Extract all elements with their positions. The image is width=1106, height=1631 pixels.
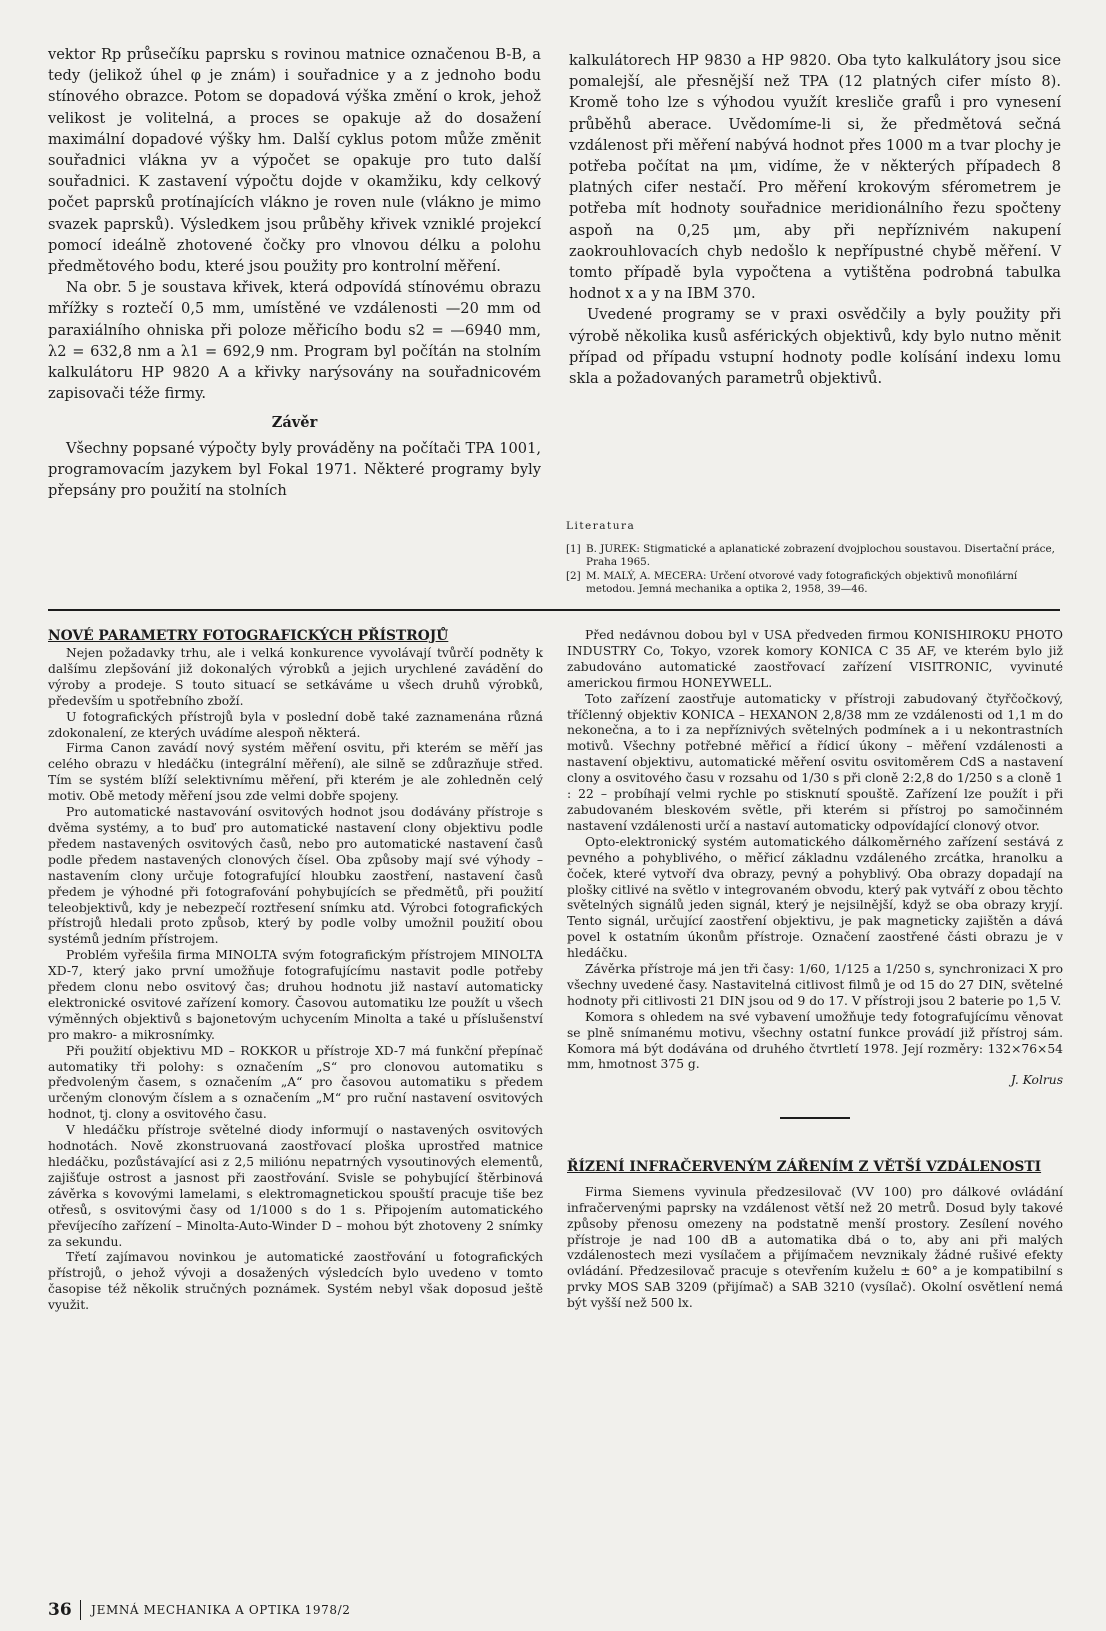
paragraph: Toto zařízení zaostřuje automaticky v přístroji zabudovaný čtyřčočkový, tříčlenný objektiv KONICA – HEXANON 2,8/38 mm ze vzdálenosti od 1,1 m do nekonečna, a to i za nepříznivých světelných podmínek a i u nekontrastních motivů. Všechny potřebné měřicí a řídicí úkony – měření vzdálenosti a nastavení objektivu, automatické měření osvitu osvitoměrem CdS a nastavení clony a osvitového času v rozsahu od 1/30 s při cloně 2:2,8 do 1/250 s a cloně 1 : 22 – probíhají velmi rychle po stisknutí spouště. Zařízení lze použít i při zabudovaném bleskovém světle, při kterém si přístroj po samočinném nastavení vzdálenosti určí a nastaví automaticky odpovídající clonový otvor. [567, 691, 1063, 833]
paragraph: Firma Siemens vyvinula předzesilovač (VV 100) pro dálkové ovládání infračervenými paprsky na vzdálenost větší než 20 metrů. Dosud byly takové způsoby přenosu omezeny na podstatně menší prostory. Zesílení nového přístroje je nad 100 dB a automatika dbá o to, aby ani při malých vzdálenostech mezi vysílačem a přijímačem nevznikaly žádné rušivé efekty ovládání. Předzesilovač pracuje s otevřením kuželu ± 60° a je kompatibilní s prvky MOS SAB 3209 (přijímač) a SAB 3210 (vysílač). Okolní osvětlení nemá být vyšší než 500 lx. [567, 1184, 1063, 1311]
journal-title: JEMNÁ MECHANIKA A OPTIKA 1978/2 [91, 1603, 351, 1617]
reference-item [566, 543, 1061, 570]
paragraph: Firma Canon zavádí nový systém měření osvitu, při kterém se měří jas celého obrazu v hledáčku (integrální měření), ale silně se zdůrazňuje střed. Tím se systém blíží selektivnímu měření, při kterém je ale zohledněn celý motiv. Obě metody měření jsou zde velmi dobře spojeny. [48, 741, 543, 804]
paragraph: Na obr. 5 je soustava křivek, která odpovídá stínovému obrazu mřížky s roztečí 0,5 mm, umístěné ve vzdálenosti —20 mm od paraxiálního ohniska při poloze měřicího bodu s2 = —6940 mm, λ2 = 632,8 nm a λ1 = 692,9 nm. Program byl počítán na stolním kalkulátoru HP 9820 A a křivky narýsovány na souřadnicovém zapisovači téže firmy. [48, 279, 541, 403]
paragraph: Závěrka přístroje má jen tři časy: 1/60, 1/125 a 1/250 s, synchronizaci X pro všechny uvedené časy. Nastavitelná citlivost filmů je od 15 do 27 DIN, světelné hodnoty při citlivosti 21 DIN jsou od 9 do 17. V přístroji jsou 2 baterie po 1,5 V. [567, 962, 1063, 1008]
footer-separator [80, 1600, 82, 1620]
paragraph: U fotografických přístrojů byla v poslední době také zaznamenána různá zdokonalení, ze kterých uvádíme alespoň některá. [48, 709, 543, 740]
section-divider [48, 609, 1060, 611]
conclusion-heading: Závěr [271, 414, 318, 432]
top-left-column [48, 44, 541, 501]
paragraph: Problém vyřešila firma MINOLTA svým fotografickým přístrojem MINOLTA XD-7, který jako první umožňuje fotografujícímu nastavit podle potřeby předem clonu nebo osvitový čas; druhou hodnotu již nastaví automaticky elektronické osvitové zařízení komory. Časovou automatiku lze použít u všech výměnných objektivů s bajonetovým uchycením Minolta a také u příslušenství pro makro- a mikrosnímky. [48, 948, 543, 1042]
paragraph: Komora s ohledem na své vybavení umožňuje tedy fotografujícímu věnovat se plně snímanému motivu, všechny ostatní funkce provádí již přístroj sám. Komora má být dodávána od druhého čtvrtletí 1978. Její rozměry: 132×76×54 mm, hmotnost 375 g. [567, 1009, 1063, 1072]
conclusion-paragraph: Všechny popsané výpočty byly prováděny na počítači TPA 1001, programovacím jazykem byl Fokal 1971. Některé programy byly přepsány pro použití na stolních [48, 439, 541, 500]
references [566, 520, 1061, 597]
reference-number: [2] [566, 569, 581, 582]
paragraph: Před nedávnou dobou byl v USA předveden firmou KONISHIROKU PHOTO INDUSTRY Co, Tokyo, vzorek komory KONICA C 35 AF, ve kterém bylo již zabudováno automatické zaostřovací zařízení VISITRONIC, vyvinuté americkou firmou HONEYWELL. [567, 628, 1063, 690]
references-title: Literatura [566, 520, 636, 532]
reference-text: B. JUREK: Stigmatické a aplanatické zobrazení dvojplochou soustavou. Disertační práce, Praha 1965. [586, 542, 1055, 568]
page-number: 36 [48, 1600, 72, 1620]
paragraph: Třetí zajímavou novinkou je automatické zaostřování u fotografických přístrojů, o jehož vývoji a dosažených výsledcích bylo uvedeno v tomto časopise též několik stručných poznámek. Systém nebyl však doposud ještě využit. [48, 1250, 543, 1313]
article-title: NOVÉ PARAMETRY FOTOGRAFICKÝCH PŘÍSTROJŮ [48, 628, 449, 644]
bottom-right-column [567, 628, 1063, 1312]
paragraph: Pro automatické nastavování osvitových hodnot jsou dodávány přístroje s dvěma systémy, a to buď pro automatické nastavení clony objektivu podle předem nastavených osvitových časů, nebo pro automatické nastavení časů podle předem nastavených clonových čísel. Oba způsoby mají své výhody – nastavením clony určuje fotografující hloubku zaostření, nastavení časů předem je výhodné při fotografování pohybujících se předmětů, při použití teleobjektivů, kdy je nebezpečí roztřesení snímku atd. Výrobci fotografických přístrojů hledali proto způsob, který by podle volby umožnil použití obou systémů jedním přístrojem. [48, 805, 543, 947]
paragraph: vektor Rp průsečíku paprsku s rovinou matnice označenou B-B, a tedy (jelikož úhel φ je znám) i souřadnice y a z jednoho bodu stínového obrazce. Potom se dopadová výška změní o krok, jehož velikost je volitelná, a proces se opakuje až do dosažení maximální dopadové výšky hm. Další cyklus potom může změnit souřadnici vlákna yv a výpočet se opakuje pro tuto další souřadnici. K zastavení výpočtu dojde v okamžiku, kdy celkový počet paprsků protínajících vlákno je roven nule (vlákno je mimo svazek paprsků). Výsledkem jsou průběhy křivek vzniklé projekcí pomocí ideálně zhotovené čočky pro vlnovou délku a polohu předmětového bodu, které jsou použity pro kontrolní měření. [48, 46, 541, 276]
reference-text: M. MALÝ, A. MECERA: Určení otvorové vady fotografických objektivů monofilární metodou. Jemná mechanika a optika 2, 1958, 39—46. [586, 569, 1018, 595]
reference-number: [1] [566, 542, 581, 555]
reference-item [566, 570, 1061, 597]
top-right-column [569, 50, 1061, 389]
author-signature: J. Kolrus [1010, 1073, 1063, 1088]
paragraph: Uvedené programy se v praxi osvědčily a byly použity při výrobě několika kusů asférických objektivů, kdy bylo nutno měnit případ od případu vstupní hodnoty podle kolísání indexu lomu skla a požadovaných parametrů objektivů. [569, 306, 1061, 388]
page-footer [48, 1600, 350, 1620]
paragraph: Nejen požadavky trhu, ale i velká konkurence vyvolávají tvůrčí podněty k dalšímu zlepšování již dokonalých výrobků a jejich urychlené zavádění do výroby a prodeje. S touto situací se setkáváme u všech druhů výrobků, především u spotřebního zboží. [48, 646, 543, 708]
bottom-left-column [48, 628, 543, 1314]
paragraph: kalkulátorech HP 9830 a HP 9820. Oba tyto kalkulátory jsou sice pomalejší, ale přesnější než TPA (12 platných cifer místo 8). Kromě toho lze s výhodou využít kresliče grafů i pro vynesení průběhů aberace. Uvědomíme-li si, že předmětová sečná vzdálenost při měření nabývá hodnot přes 1000 m a tvar plochy je potřeba počítat na μm, vidíme, že v některých případech 8 platných cifer nestačí. Pro měření krokovým sférometrem je potřeba mít hodnoty souřadnice meridionálního řezu spočteny aspoň na 0,25 μm, aby při nepříznivém nakupení zaokrouhlovacích chyb nedošlo k nepřípustné chybě měření. V tomto případě byla vypočtena a vytištěna podrobná tabulka hodnot x a y na IBM 370. [569, 52, 1061, 303]
paragraph: V hledáčku přístroje světelné diody informují o nastavených osvitových hodnotách. Nově zkonstruovaná zaostřovací ploška uprostřed matnice hledáčku, pozůstávající asi z 2,5 miliónu nepatrných vysoutinových elementů, zajišťuje ostrost a jasnost při zaostřování. Svisle se pohybující štěrbinová závěrka s kovovými lamelami, s elektromagnetickou spouští pracuje tiše bez otřesů, s osvitovými časy od 1/1000 s do 1 s. Připojením automatického převíjecího zařízení – Minolta-Auto-Winder D – mohou být zhotoveny 2 snímky za sekundu. [48, 1123, 543, 1249]
article-divider [780, 1117, 850, 1119]
article-title: ŘÍZENÍ INFRAČERVENÝM ZÁŘENÍM Z VĚTŠÍ VZDÁLENOSTI [567, 1158, 1042, 1175]
paragraph: Při použití objektivu MD – ROKKOR u přístroje XD-7 má funkční přepínač automatiky tři polohy: s označením „S“ pro clonovou automatiku s předvoleným časem, s označením „A“ pro časovou automatiku s předem určeným clonovým číslem a s označením „M“ pro ruční nastavení osvitových hodnot, tj. clony a osvitového času. [48, 1043, 543, 1122]
paragraph: Opto-elektronický systém automatického dálkoměrného zařízení sestává z pevného a pohyblivého, o měřicí základnu vzdáleného zrcátka, hranolku a čoček, které vytvoří dva obrazy, pevný a pohyblivý. Oba obrazy dopadají na plošky citlivé na světlo v integrovaném obvodu, který pak vytváří z obou těchto světelných signálů jeden signál, který je nejsilnější, když se oba obrazy kryjí. Tento signál, určující zaostření objektivu, je pak magneticky zajištěn a dává povel k ostatním úkonům přístroje. Označení zaostřené části obrazu je v hledáčku. [567, 834, 1063, 961]
